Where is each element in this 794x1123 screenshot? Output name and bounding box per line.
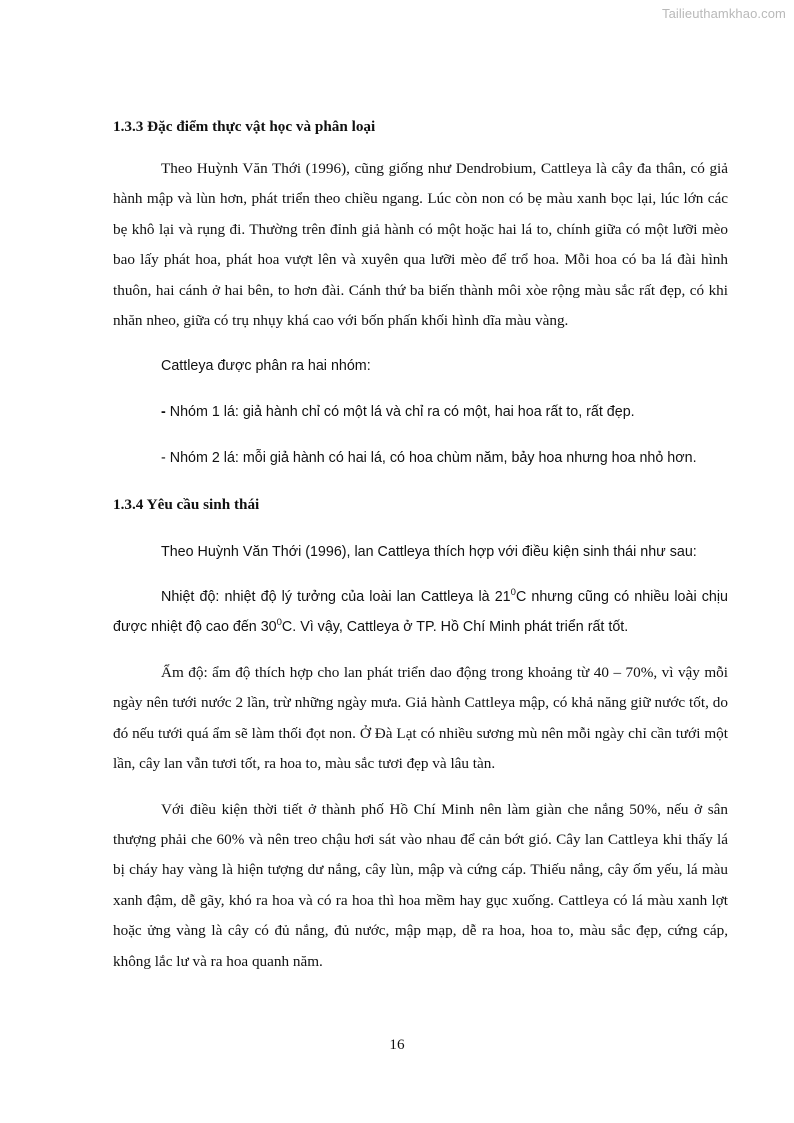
- temperature-text-c: C. Vì vậy, Cattleya ở TP. Hồ Chí Minh phát triển rất tốt.: [281, 619, 629, 636]
- paragraph-group-intro: Cattleya được phân ra hai nhóm:: [161, 358, 371, 375]
- section-heading-1-3-3: 1.3.3 Đặc điểm thực vật học và phân loại: [113, 118, 376, 135]
- temperature-text-b: C nhưng cũng có nhiều loài chịu được nhiệt độ cao đến 30: [113, 589, 729, 636]
- paragraph-ecology-intro: Theo Huỳnh Văn Thới (1996), lan Cattleya thích hợp với điều kiện sinh thái như sau:: [161, 543, 697, 560]
- section-heading-1-3-4: 1.3.4 Yêu cầu sinh thái: [113, 495, 260, 513]
- paragraph-botany-description: Theo Huỳnh Văn Thới (1996), cũng giống như Dendrobium, Cattleya là cây đa thân, có giả hành mập và lùn hơn, phát triển theo chiều ngang. Lúc còn non có bẹ màu xanh bọc lại, lúc lớn các bẹ khô lại và rụng đi. Thường trên đỉnh giả hành có một hoặc hai lá to, chính giữa có một lưỡi mèo bao lấy phát hoa, phát hoa vượt lên và xuyên qua lưỡi mèo để trổ hoa. Mỗi hoa có ba lá đài hình thuôn, hai cánh ở hai bên, to hơn đài. Cánh thứ ba biến thành môi xòe rộng màu sắc rất đẹp, có khi nhăn nheo, giữa có trụ nhụy khá cao với bốn phấn khối hình dĩa màu vàng.: [113, 160, 728, 330]
- paragraph-humidity: Ẩm độ: ẩm độ thích hợp cho lan phát triển dao động trong khoảng từ 40 – 70%, vì vậy mỗi ngày nên tưới nước 2 lần, trừ những ngày mưa. Giả hành Cattleya mập, có khả năng giữ nước tốt, do đó nếu tưới quá ẩm sẽ làm thối đọt non. Ở Đà Lạt có nhiều sương mù nên mỗi ngày chỉ cần tưới một lần, cây lan vẫn tươi tốt, ra hoa to, màu sắc tươi đẹp và lâu tàn.: [113, 663, 728, 773]
- superscript-degree: 0: [510, 587, 516, 599]
- list-item-text: Nhóm 1 lá: giả hành chỉ có một lá và chỉ ra có một, hai hoa rất to, rất đẹp.: [165, 403, 635, 420]
- page-number: 16: [389, 1036, 405, 1053]
- list-item-group-1: [113, 397, 728, 427]
- list-item-text: Nhóm 2 lá: mỗi giả hành có hai lá, có hoa chùm năm, bảy hoa nhưng hoa nhỏ hơn.: [165, 450, 697, 467]
- list-dash: -: [161, 403, 166, 420]
- document-body: [113, 112, 728, 977]
- paragraph-light: Với điều kiện thời tiết ở thành phố Hồ Chí Minh nên làm giàn che nắng 50%, nếu ở sân thượng phải che 60% và nên treo chậu hơi sát vào nhau để cản bớt gió. Cây lan Cattleya khi thấy lá bị cháy hay vàng là hiện tượng dư nắng, cây lùn, mập và cứng cáp. Thiếu nắng, cây ốm yếu, lá màu xanh đậm, dễ gãy, khó ra hoa và có ra hoa thì hoa mềm hay gục xuống. Cattleya có lá màu xanh lợt hoặc ửng vàng là cây có đủ nắng, đủ nước, mập mạp, dễ ra hoa, hoa to, màu sắc đẹp, cứng cáp, không lắc lư và ra hoa quanh năm.: [113, 800, 728, 970]
- watermark: Tailieuthamkhao.com: [661, 6, 786, 21]
- superscript-degree: 0: [276, 617, 282, 629]
- list-dash: -: [161, 450, 166, 467]
- temperature-text-a: Nhiệt độ: nhiệt độ lý tưởng của loài lan Cattleya là 21: [161, 589, 511, 606]
- list-item-group-2: [113, 443, 728, 473]
- paragraph-temperature: [113, 582, 728, 643]
